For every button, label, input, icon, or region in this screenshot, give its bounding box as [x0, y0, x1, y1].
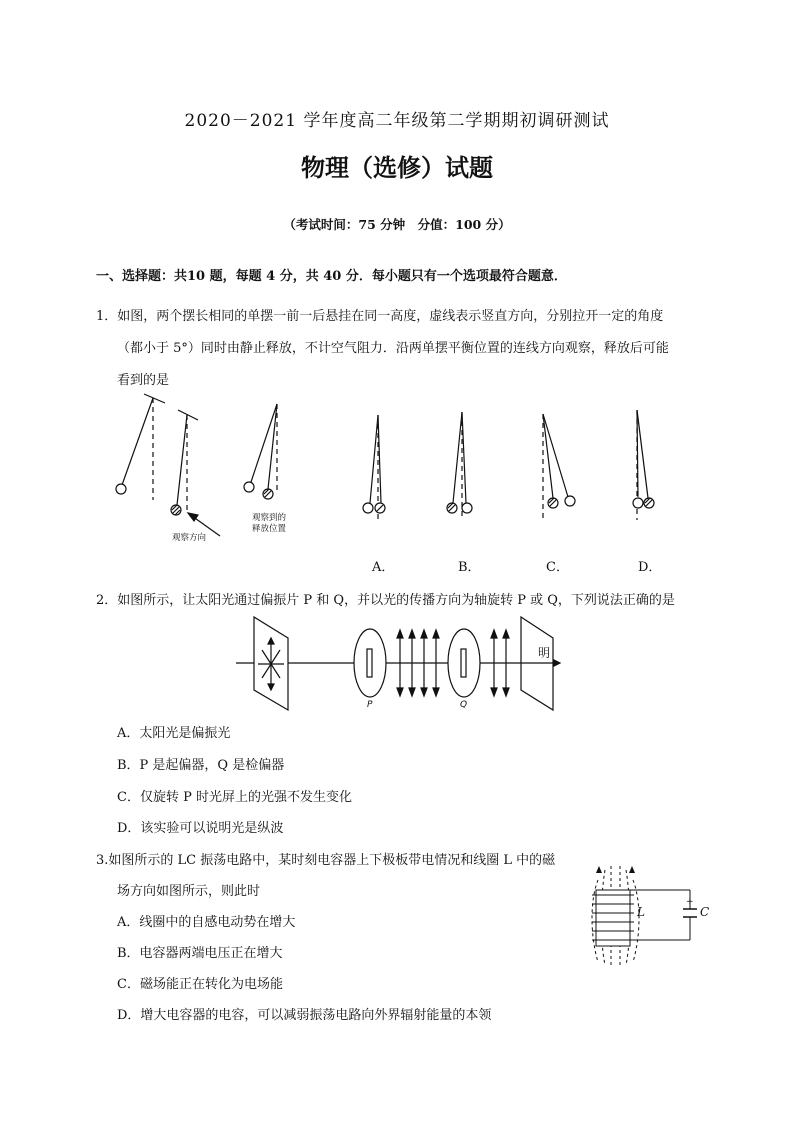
q3-label-c: C	[700, 905, 710, 919]
q1-choice-d: D．	[638, 560, 662, 575]
q1-choice-a: A．	[372, 560, 395, 575]
subject-title: 物理（选修）试题	[301, 153, 493, 182]
q1-stem-line1: 1．如图，两个摆长相同的单摆一前一后悬挂在同一高度，虚线表示竖直方向，分别拉开一定的角度	[96, 309, 664, 324]
q1-stem-line2: （都小于 5°）同时由静止释放，不计空气阻力．沿两单摆平衡位置的连线方向观察，释放后可能	[117, 341, 669, 356]
q2-option-b: B．P 是起偏器，Q 是检偏器	[117, 758, 285, 773]
exam-title: 2020－2021 学年度高二年级第二学期期初调研测试	[184, 111, 610, 131]
q2-option-d: D．该实验可以说明光是纵波	[117, 821, 284, 836]
q2-label-q: Q	[460, 700, 468, 710]
q2-option-a: A．太阳光是偏振光	[117, 726, 231, 741]
q3-stem-line2: 场方向如图所示，则此时	[117, 884, 261, 899]
q3-option-c: C．磁场能正在转化为电场能	[117, 977, 283, 992]
q3-stem-line1: 3.如图所示的 LC 振荡电路中，某时刻电容器上下极板带电情况和线圈 L 中的磁	[96, 853, 556, 868]
q2-stem: 2．如图所示，让太阳光通过偏振片 P 和 Q，并以光的传播方向为轴旋转 P 或 Q，下列说法正确的是	[96, 593, 675, 608]
q1-choice-b: B．	[458, 560, 481, 575]
q1-choice-c: C．	[546, 560, 569, 575]
q1-release-label-line2: 释放位置	[252, 524, 287, 534]
q3-option-b: B．电容器两端电压正在增大	[117, 946, 283, 961]
q2-option-c: C．仅旋转 P 时光屏上的光强不发生变化	[117, 790, 352, 805]
q3-option-a: A．线圈中的自感电动势在增大	[117, 915, 296, 930]
q1-observe-direction-label: 观察方向	[172, 533, 207, 543]
q2-label-p: P	[367, 700, 373, 710]
q2-label-bright: 明	[538, 646, 551, 660]
q3-label-l: L	[637, 905, 645, 919]
q1-release-label-line1: 观察到的	[252, 513, 287, 523]
q1-stem-line3: 看到的是	[117, 373, 170, 388]
q3-label-plus: +	[686, 897, 694, 907]
exam-info: （考试时间：75 分钟 分值：100 分）	[283, 217, 511, 232]
q3-option-d: D．增大电容器的电容，可以减弱振荡电路向外界辐射能量的本领	[117, 1008, 492, 1023]
section-heading: 一、选择题：共10 题，每题 4 分，共 40 分．每小题只有一个选项最符合题意．	[96, 269, 567, 284]
